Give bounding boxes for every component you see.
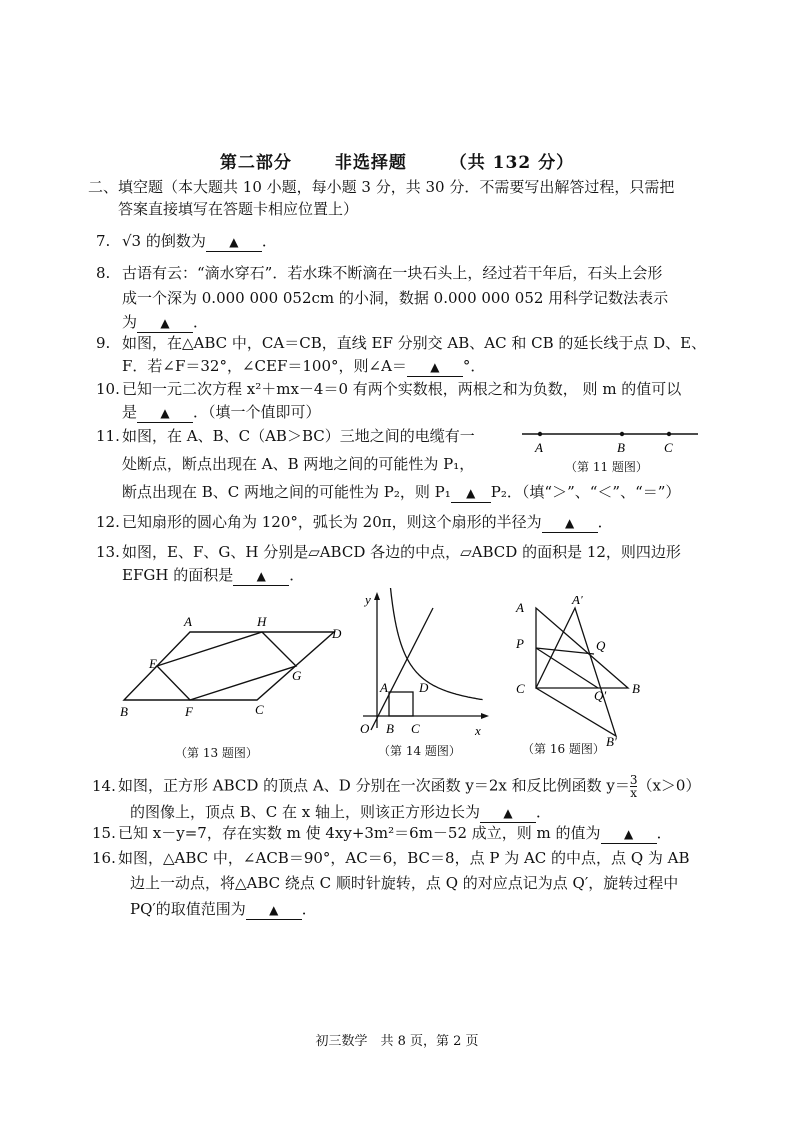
part-label: 第二部分: [219, 153, 292, 173]
label-p: P: [516, 636, 524, 651]
label-c: C: [664, 440, 673, 455]
figure-11-diagram: [520, 424, 700, 458]
label-c: C: [255, 702, 264, 717]
answer-blank: ▲: [137, 403, 193, 423]
figure-14-caption: （第 14 题图）: [378, 744, 461, 758]
figure-11-caption: （第 11 题图）: [565, 460, 648, 474]
question-10-line2: 是 ▲ ．（填一个值即可）: [122, 403, 321, 421]
figure-16-caption: （第 16 题图）: [522, 742, 605, 756]
part-total: （共 132 分）: [449, 153, 575, 173]
fraction-3-over-x: $\frac{3}{x}$: [629, 773, 638, 800]
label-b: B: [120, 704, 128, 719]
figure-16-diagram: [510, 596, 650, 746]
answer-blank: ▲: [407, 357, 463, 377]
point-a: [538, 432, 542, 436]
section-header-line1: 二、填空题（本大题共 10 小题，每小题 3 分，共 30 分．不需要写出解答过程，只需把: [88, 178, 675, 196]
line-y-2x: [371, 608, 433, 730]
quadrilateral-efgh: [157, 632, 296, 700]
label-b: B: [632, 681, 640, 696]
section-header-line2: 答案直接填写在答题卡相应位置上）: [118, 200, 359, 218]
answer-blank: ▲: [233, 566, 289, 586]
label-a: A: [380, 680, 388, 695]
label-a: A: [516, 600, 524, 615]
answer-blank: ▲: [137, 313, 193, 333]
part-kind: 非选择题: [334, 153, 407, 173]
question-9: 9. 如图，在△ABC 中，CA＝CB，直线 EF 分别交 AB、AC 和 CB 的延长线于点 D、E、: [96, 334, 707, 352]
answer-blank: ▲: [480, 803, 536, 823]
question-13-line2: EFGH 的面积是 ▲ ．: [122, 566, 305, 584]
square-abcd: [389, 692, 413, 716]
label-y: y: [365, 592, 371, 607]
question-9-line2: F．若∠F＝32°，∠CEF＝100°，则∠A＝ ▲ °．: [122, 357, 486, 375]
label-o: O: [360, 721, 370, 736]
label-d: D: [332, 626, 342, 641]
part-title: [0, 148, 794, 173]
label-c: C: [411, 721, 420, 736]
label-h: H: [257, 614, 267, 629]
question-11-line2: 处断点，断点出现在 A、B 两地之间的可能性为 P₁，: [122, 455, 475, 473]
question-15: 15. 已知 x－y=7，存在实数 m 使 4xy+3m²＝6m－52 成立，则 m 的值为 ▲ ．: [92, 824, 672, 842]
question-13: 13. 如图，E、F、G、H 分别是▱ABCD 各边的中点，▱ABCD 的面积是 12，则四边形: [96, 543, 681, 561]
x-axis-arrow: [481, 713, 489, 719]
answer-blank: ▲: [601, 824, 657, 844]
label-e: E: [149, 656, 157, 671]
question-11-line3: 断点出现在 B、C 两地之间的可能性为 P₂，则 P₁ ▲ P₂．（填“＞”、“＜”、“＝”）: [122, 483, 681, 501]
answer-blank: ▲: [542, 513, 598, 533]
figure-13-caption: （第 13 题图）: [175, 746, 258, 760]
answer-blank: ▲: [246, 900, 302, 920]
question-16-line2: 边上一动点，将△ABC 绕点 C 顺时针旋转，点 Q 的对应点记为点 Q′，旋转过程中: [130, 874, 679, 892]
triangle-abc: [536, 608, 628, 688]
hyperbola-curve: [390, 588, 482, 700]
question-16-line3: PQ′的取值范围为 ▲ ．: [130, 900, 317, 918]
label-f: F: [185, 704, 193, 719]
label-c: C: [516, 681, 525, 696]
point-b: [620, 432, 624, 436]
label-a: A: [535, 440, 543, 455]
label-b: B: [386, 721, 394, 736]
label-d: D: [419, 680, 429, 695]
figure-13-diagram: [112, 612, 352, 722]
label-x: x: [475, 723, 481, 738]
question-12: 12. 已知扇形的圆心角为 120°，弧长为 20π，则这个扇形的半径为 ▲ ．: [96, 513, 613, 531]
label-a: A: [184, 614, 192, 629]
page-footer: 初三数学 共 8 页，第 2 页: [315, 1034, 479, 1049]
figure-14-diagram: [355, 588, 495, 738]
y-axis-arrow: [374, 592, 380, 600]
question-7: 7. √3 的倒数为 ▲ ．: [96, 232, 277, 250]
label-a-prime: A′: [572, 596, 583, 607]
label-g: G: [292, 668, 302, 683]
question-8-line2: 成一个深为 0.000 000 052cm 的小洞，数据 0.000 000 052 用科学记数法表示: [122, 289, 669, 307]
question-14-line2: 的图像上，顶点 B、C 在 x 轴上，则该正方形边长为 ▲ ．: [130, 803, 552, 821]
answer-blank: ▲: [451, 483, 491, 503]
label-q-prime: Q′: [594, 688, 607, 703]
question-8-line3: 为 ▲ ．: [122, 313, 209, 331]
triangle-rotated: [536, 608, 616, 736]
label-b: B: [617, 440, 625, 455]
question-10: 10. 已知一元二次方程 x²＋mx－4＝0 有两个实数根，两根之和为负数， 则 m 的值可以: [96, 380, 682, 398]
question-14: 14. 如图，正方形 ABCD 的顶点 A、D 分别在一次函数 y＝2x 和反比例函数 y＝ $\frac{3}{x}$ （x＞0）: [92, 773, 701, 800]
label-q: Q: [596, 638, 606, 653]
question-16: 16. 如图，△ABC 中，∠ACB＝90°，AC＝6，BC＝8，点 P 为 AC 的中点，点 Q 为 AB: [92, 849, 690, 867]
answer-blank: ▲: [206, 232, 262, 252]
point-c: [667, 432, 671, 436]
question-8: 8. 古语有云：“滴水穿石”．若水珠不断滴在一块石头上，经过若干年后，石头上会形: [96, 264, 663, 282]
label-b-prime: B′: [606, 734, 617, 746]
question-11: 11. 如图，在 A、B、C（AB＞BC）三地之间的电缆有一: [96, 427, 475, 445]
